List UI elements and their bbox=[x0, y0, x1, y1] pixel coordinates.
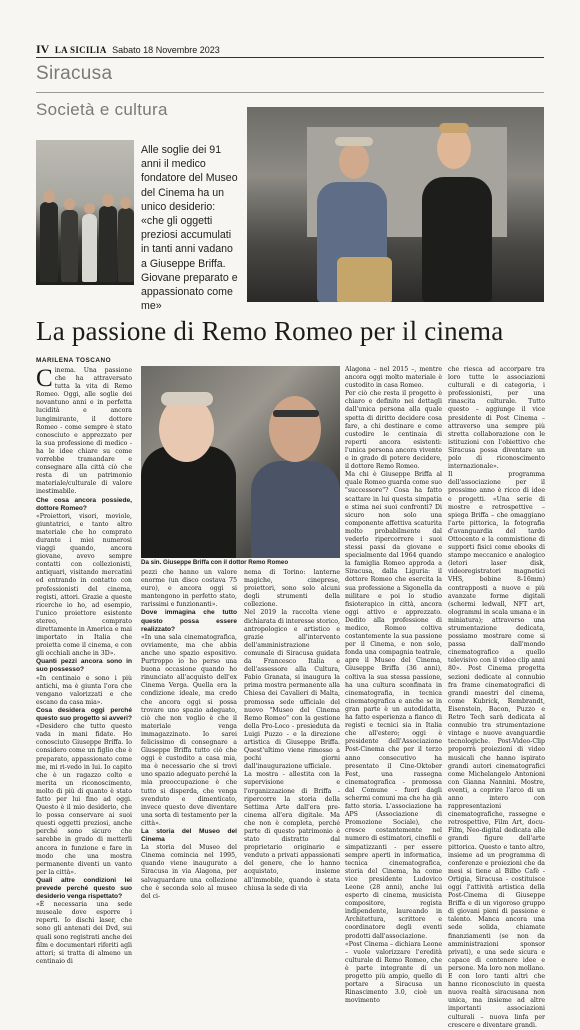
paragraph bbox=[448, 471, 545, 1029]
paragraph-text: «È necessaria una sede museale dove esporre i reperti. Io dischi laser, che sono gli antenati dei Dvd, sui quali sono registrati anche dei film e documentari riferiti agli attori; si tratta di almeno un centinaio di bbox=[36, 901, 132, 965]
paragraph bbox=[244, 569, 340, 609]
interview-question bbox=[36, 658, 132, 674]
interview-question bbox=[36, 707, 132, 723]
paragraph-text: Il programma dell'associazione per il prossimo anno è ricco di idee e progetti. «Una serie di mostre e retrospettive – spiega Briffa – che omaggiano l'arte pittorica, la fotografia d'avanguardia del tardo Ottocento e la commistione di supporti fisici come ebooks di stampo meccanico e analogico (letori laser disk, videoregistratori magnetici VHS, bobine 8-16mm) contrapposti a nuove e più avanzate forme digitali (schermi ledwall, NFT art, ologrammi in scala umana e in miniatura); attraverso una strumentazione dedicata, possiamo mostrare come si passa dall'mondo cinematografico a quello televisivo con il video clip anni 80». Post Cinema progetta sezioni dedicate al connubio fra frame cinematografici di grandi maestri del cinema, come Kubrick, Rembrandt, Eisenstein, Bacon, Puzzo e Retro Tech sarà dedicata al connubio tra strumentazione vintage e nuove avanguardie tecnologiche. Post-Video-Clip proporrà proiezioni di video musicali che hanno ispirato grandi autori cinematografici come Michelangelo Antonioni con Gianna Nannini. Mostre, eventi, a coprire l'arco di un anno intero con rappresentazioni cinematografiche, rassegne e retrospettive, Film Art, docu-Film, Neo-digital dedicata alle grandi figure dell'arte pittorica. Questo e tanto altro, insieme ad un programma di conferenze e proiezioni che da mesi si tiene al Bilbo Cafè - Ortigia, Siracusa - costituisce oggi l'attività artistica della Post-Cinema di Giuseppe Briffa e di un vigoroso gruppo di giovani pieni di passione e talento. Manca ancora una sede solida, chiamate finanziamenti (se non da amministrazioni sponsor privati), e una sede sicura e capace di contenere idee e persone. Ma loro non mollano. E con loro tanti altri che hanno riconosciuto in questa nuova realtà siracusana non unica, ma insieme ad altre importanti associazioni culturali – nuova linfa per crescere e diventare grandi. bbox=[448, 471, 545, 1029]
paragraph-text: Alagona – nel 2015 –, mentre ancora oggi molto materiale è custodito in casa Romeo. bbox=[345, 366, 442, 390]
section-heading: Società e cultura bbox=[36, 100, 168, 119]
page-number: IV bbox=[36, 42, 50, 56]
paragraph-text: Quali altre condizioni lei prevede perché questo suo desiderio venga rispettato? bbox=[36, 876, 132, 901]
paragraph-text: Dove immagina che tutto questo possa essere realizzato? bbox=[141, 609, 237, 633]
article-column-5 bbox=[448, 366, 545, 1030]
paragraph bbox=[345, 390, 442, 471]
paragraph bbox=[345, 471, 442, 940]
byline: MARILENA TOSCANO bbox=[36, 357, 112, 364]
paragraph-text: nema di Torino: lanterne magiche, cineprese, proiettori, sono solo alcuni degli strumenti della collezione. bbox=[244, 569, 340, 609]
paragraph-text: Per ciò che resta il progetto è chiaro e definito nei dettagli dall'unica persona alla quale spetta di diritto decidere cosa fare, a chi destinare e come custodire le centinaia di reperti ancora esistenti: l'unica persona ancora vivente e in grado di potere decidere, il dottore Remo Romeo. bbox=[345, 390, 442, 471]
interview-question bbox=[141, 609, 237, 633]
paragraph-text: Cosa desidera oggi perché questo suo progetto si avveri? bbox=[36, 706, 132, 723]
article-column-4 bbox=[345, 366, 442, 1005]
paragraph-text: La storia del Museo del Cinema comincia nel 1995, quando viene inaugurato a Siracusa in via Alagona, per salvaguardare una collezione che è seconda solo al museo del ci- bbox=[141, 844, 237, 900]
paragraph-text: «Post Cinema – dichiara Leone – vuole valorizzare l'eredità culturale di Remo Romeo, che è parte integrante di un progetto più ampio, quello di portare a Siracusa un Rinascimento 3.0, cioè un movimento bbox=[345, 940, 442, 1005]
photo-caption: Da sin. Giuseppe Briffa con il dottor Remo Romeo bbox=[141, 559, 289, 566]
paragraph bbox=[141, 634, 237, 828]
paragraph bbox=[36, 723, 132, 877]
paragraph bbox=[345, 366, 442, 390]
group-on-stage-photo bbox=[36, 140, 134, 285]
paragraph-text: «In una sala cinematografica, ovviamente, ma che abbia anche uno spazio espositivo. Purtroppo io ho perso una buona occasione quando ho rinunciato all'acquisto dell'ex Cinema Verga. Quella era la condizione ideale, ma credo che ancora oggi si possa trovare uno spazio adeguato, ciò che non voglio è che il materiale venga immagazzinato. Io sarei felicissimo di consegnare a Giuseppe Briffa tutto ciò che oggi è custodito a casa mia, ma è necessario che si trovi uno spazio adeguato perché la mia preoccupazione è che tutto si disperda, che venga svenduto e dimenticato, invece questo deve diventare una sorta di testamento per la città». bbox=[141, 633, 237, 827]
portrait-photo-pair bbox=[141, 366, 340, 558]
paragraph bbox=[244, 771, 340, 892]
newspaper-name: LA SICILIA bbox=[54, 45, 107, 55]
article-column-1 bbox=[36, 367, 132, 966]
paragraph-text: La storia del Museo del Cinema bbox=[141, 828, 237, 844]
paragraph-text: pezzi che hanno un valore enorme (un disco costava 75 euro), e ancora oggi si mantengono in perfetto stato, rarissimi e funzionanti». bbox=[141, 569, 237, 609]
paragraph bbox=[141, 844, 237, 901]
city-heading: Siracusa bbox=[36, 63, 113, 84]
masthead bbox=[36, 42, 220, 57]
paragraph bbox=[345, 941, 442, 1006]
interview-question bbox=[36, 877, 132, 901]
paragraph-text: che riesca ad accorpare tra loro tutte le associazioni culturali e di categoria, i professionisti, per una rinascita culturale. Tutto questo – aggiunge il vice presidente di Post Cinema – attraverso una sempre più stretta collaborazione con le istituzioni con l'obiettivo che Siracusa possa diventare un polo di riconoscimento internazionale». bbox=[448, 366, 545, 471]
paragraph bbox=[141, 569, 237, 609]
headline: La passione di Remo Romeo per il cinema bbox=[36, 316, 504, 346]
paragraph bbox=[36, 367, 132, 497]
paragraph-text: Ma chi è Giuseppe Briffa al quale Romeo guarda come suo "successore"? Cosa ha fatto scattare in lui questa simpatia e stima nei suoi confronti? Di sicuro non solo una componente affettiva scaturita molto probabilmente dal vederlo ripercorrere i suoi stessi passi da giovane e specialmente dal 1964 quando la famiglia Romeo approda a Siracusa, dalla Liguria: il dottore Romeo che esercita la sua professione a Sigonella da militare e poi lo studio fisioterapico in città, ancora oggi attivo e apprezzato. Dedito alla professione di medico, Romeo coltiva costantemente la sua passione per il Cinema, e non solo, fonda una compagnia teatrale, apre il Museo del Cinema, Giuseppe Briffa (36 anni), coltiva la sua stessa passione, ha una cultura sconfinata in cinematografia, in tecnica cinematografica e anche se in gran parte è un autodidatta, ha fatto esperienza a fianco di registi e tecnici sia in Italia che all'estero; oggi è presidente dell'Associazione Post-Cinema che per il terzo anno consecutivo ha presentato il Cine-Oktober Fest, una rassegna cinematografica - promossa dal Comune - fuori dagli schermi comuni ma che ha già fatto storia. L'associazione ha APS (Associazione di Promozione Sociale), che cresce costantemente nel numero di estimatori, cinefili e simpatizzanti - per essere sempre aperti in informatica, tecnica cinematografica, storia del Cinema, ha come vice presidente Ludovico Leone (28 anni), anche lui esperto di cinema, musicista compositore, regista indipendente, laureando in Architettura, scrittore e coordinatore degli eventi prodotti dall'associazione. bbox=[345, 471, 442, 940]
issue-date: Sabato 18 Novembre 2023 bbox=[112, 45, 220, 55]
paragraph bbox=[244, 609, 340, 771]
paragraph-text: «Desidero che tutto questo vada in mani fidate. Ho conosciuto Giuseppe Briffa. Io considero come un figlio che è preparato, appassionato come me, mi ri-vedo in lui. Io capito che è un ragazzo colto e merita un riconoscimento, molto di più di quanto è stato fatto per lui fino ad oggi. Questo è il mio desiderio, che lo possa conservare ai suoi questi oggetti preziosi, anche perché sono sicuro che sarebbe in grado di metterli ancora in funzione e fare in modo che una mostra permanente diventi un vanto per la città». bbox=[36, 723, 132, 876]
masthead-rule bbox=[36, 57, 544, 58]
standfirst: Alle soglie dei 91 anni il medico fondatore del Museo del Cinema ha un unico desiderio: «che gli oggetti preziosi accumulati in tanti anni vadano a Giuseppe Briffa. Giovane preparato e appassionato come me» bbox=[141, 144, 238, 313]
paragraph-text: inema. Una passione che ha attraversato tutta la vita di Remo Romeo. Oggi, alle soglie dei novantuno anni e in perfetta lucidità e ancora lungimirante, il dottore Romeo - come sempre è stato conosciuto e apprezzato per la sua professione di medico - ha le idee chiare su come vorrebbe tramandare e consegnare alla città ciò che resta di un patrimonio materiale/culturale di valore inestimabile. bbox=[36, 367, 132, 496]
paragraph-text: Che cosa ancora possiede, dottore Romeo? bbox=[36, 496, 132, 512]
article-column-3 bbox=[244, 569, 340, 893]
paragraph-text: La mostra - allestita con la supervisione e l'organizzazione di Briffa - ripercorre la storia della Settima Arte dall'era pre-cinema all'era digitale. Ma che non è completa, perché parte di questo patrimonio è stato distratto dal proprietario originario e venduto a privati appassionati del genere, che lo hanno acquistato, insieme all'immobile, quando è stata chiusa la sede di via bbox=[244, 771, 340, 892]
interview-question bbox=[36, 497, 132, 513]
paragraph-text: Nel 2019 la raccolta viene dichiarata di interesse storico, antropologico e artistico e grazie all'intervento dell'amministrazione comunale di Siracusa guidata da Francesco Italia e dell'assessore alla Cultura, Fabio Granata, si inaugura la prima mostra permanente alla Chiesa dei Cavalieri di Malta, promossa sede ufficiale del nuovo "Museo del Cinema Remo Romeo" con la gestione della Pro-Loco - presieduta da Luigi Puzzo - e la direzione artistica di Giuseppe Briffa. Quest'ultimo viene rimosso a pochi giorni dall'inaugurazione ufficiale. bbox=[244, 609, 340, 771]
paragraph bbox=[36, 513, 132, 659]
section-rule bbox=[36, 92, 544, 93]
paragraph-text: «In centinaio e sono i più antichi, ma è giunta l'ora che vengano valorizzati e che escano da casa mia». bbox=[36, 674, 132, 706]
subheading bbox=[141, 828, 237, 844]
paragraph bbox=[36, 901, 132, 966]
paragraph-text: Quanti pezzi ancora sono in suo possesso? bbox=[36, 658, 132, 674]
paragraph-text: «Proiettori, visori, moviole, giuntatrici, e tanto altro materiale che ho comprato durante i miei numerosi viaggi quando, ancora giovane, avevo sempre contatti con collezionisti, antiquari, visitando mercatini ed entrando in contatto con professionisti del cinema, registi, attori. Grazie a queste ricerche io ho, ad esempio, l'unico proiettore esistente stereo, comprato direttamente in America e mai importato in Italia che proietta come il cinema, e con gli occhiali anche in 3D». bbox=[36, 512, 132, 658]
paragraph bbox=[36, 675, 132, 707]
paragraph bbox=[448, 366, 545, 471]
article-column-2 bbox=[141, 569, 237, 901]
romeo-and-briffa-seated-photo bbox=[247, 107, 544, 302]
drop-cap: C bbox=[36, 365, 53, 392]
